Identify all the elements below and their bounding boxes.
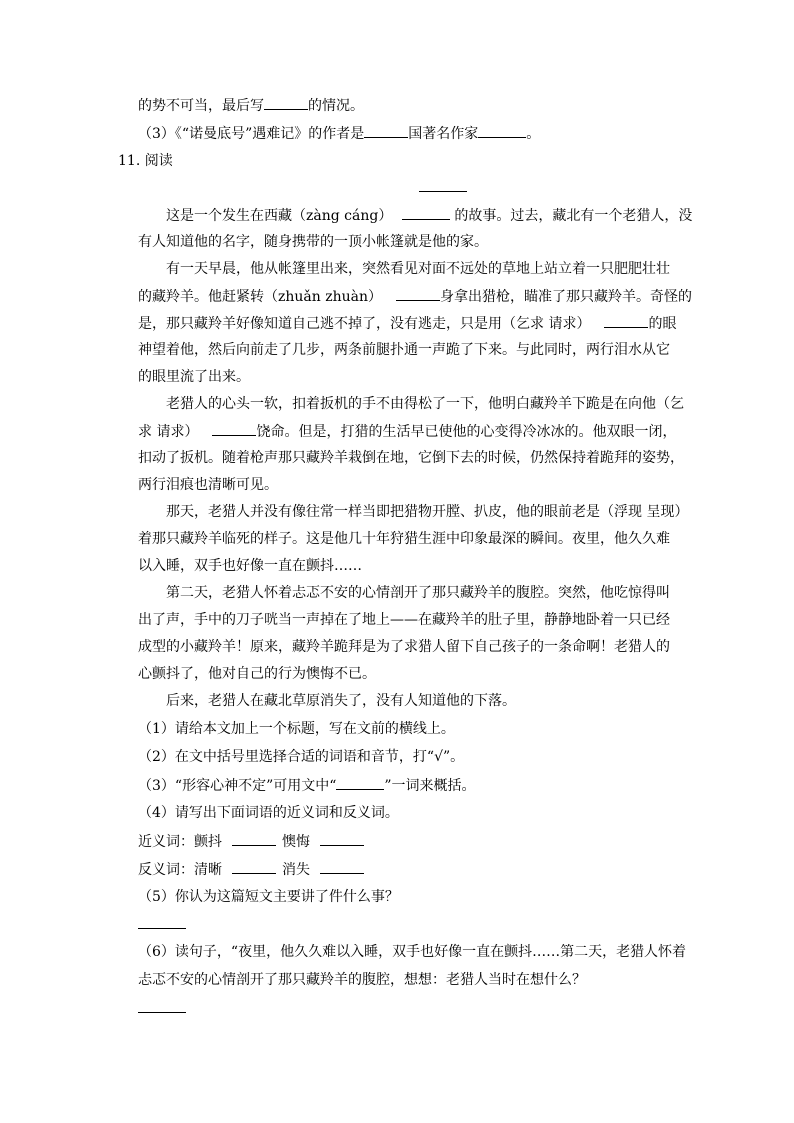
paragraph-5-line-3: 成型的小藏羚羊！原来，藏羚羊跪拜是为了求猎人留下自己孩子的一条命啊！老猎人的: [138, 639, 670, 655]
answer-blank[interactable]: [402, 205, 450, 220]
answer-line-5[interactable]: [138, 928, 186, 929]
paragraph-4-line-2: 着那只藏羚羊临死的样子。这是他几十年狩猎生涯中印象最深的瞬间。夜里，他久久难: [138, 531, 670, 547]
paragraph-2-line-1: 有一天早晨，他从帐篷里出来，突然看见对面不远处的草地上站立着一只肥肥壮壮: [166, 261, 670, 277]
subquestion-6-line-2: 忐忑不安的心情剖开了那只藏羚羊的腹腔，想想：老猎人当时在想什么？: [138, 972, 586, 988]
answer-line-6[interactable]: [138, 1012, 186, 1013]
answer-blank[interactable]: [364, 123, 408, 138]
answer-blank[interactable]: [336, 775, 384, 790]
paragraph-3-line-1: 老猎人的心头一软，扣着扳机的手不由得松了一下，他明白藏羚羊下跪是在向他（乞: [166, 396, 684, 412]
title-blank[interactable]: [419, 191, 467, 192]
answer-blank[interactable]: [212, 421, 256, 436]
paragraph-6-line-1: 后来，老猎人在藏北草原消失了，没有人知道他的下落。: [166, 693, 516, 709]
subquestion-4: （4）请写出下面词语的近义词和反义词。: [138, 805, 399, 821]
paragraph-3-line-3: 扣动了扳机。随着枪声那只藏羚羊栽倒在地，它倒下去的时候，仍然保持着跪拜的姿势，: [138, 450, 684, 466]
subquestion-5: （5）你认为这篇短文主要讲了件什么事？: [138, 889, 399, 905]
answer-blank[interactable]: [320, 859, 364, 874]
antonyms-line: 反义词：清晰 消失: [138, 859, 364, 879]
synonyms-line: 近义词：颤抖 懊悔: [138, 831, 364, 851]
paragraph-5-line-1: 第二天，老猎人怀着忐忑不安的心情剖开了那只藏羚羊的腹腔。突然，他吃惊得叫: [166, 585, 670, 601]
paragraph-1-line-1: 这是一个发生在西藏（zàng cáng） 的故事。过去，藏北有一个老猎人，没: [166, 205, 692, 225]
paragraph-2-line-4: 神望着他，然后向前走了几步，两条前腿扑通一声跪了下来。与此同时，两行泪水从它: [138, 342, 670, 358]
question-number: 11. 阅读: [118, 153, 173, 169]
paragraph-2-line-5: 的眼里流了出来。: [138, 369, 250, 385]
subquestion-6-line-1: （6）读句子，“夜里，他久久难以入睡，双手也好像一直在颤抖……第二天，老猎人怀着: [138, 944, 687, 960]
paragraph-4-line-1: 那天，老猎人并没有像往常一样当即把猎物开膛、扒皮，他的眼前老是（浮现 呈现）: [166, 504, 689, 520]
subquestion-2: （2）在文中括号里选择合适的词语和音节，打“√”。: [138, 749, 465, 765]
paragraph-2-line-3: 是，那只藏羚羊好像知道自己逃不掉了，没有逃走，只是用（乞求 请求） 的眼: [138, 313, 676, 333]
answer-blank[interactable]: [320, 831, 364, 846]
subquestion-3: （3）“形容心神不定”可用文中“ ”一词来概括。: [138, 775, 476, 795]
answer-blank[interactable]: [232, 859, 276, 874]
top-line-2: （3）《“诺曼底号”遇难记》的作者是 国著名作家 。: [138, 123, 540, 143]
paragraph-5-line-2: 出了声，手中的刀子咣当一声掉在了地上——在藏羚羊的肚子里，静静地卧着一只已经: [138, 612, 670, 628]
paragraph-2-line-2: 的藏羚羊。他赶紧转（zhuǎn zhuàn） 身拿出猎枪，瞄准了那只藏羚羊。奇怪的: [138, 286, 692, 306]
paragraph-5-line-4: 心颤抖了，他对自己的行为懊悔不已。: [138, 666, 376, 682]
paragraph-1-line-2: 有人知道他的名字，随身携带的一顶小帐篷就是他的家。: [138, 234, 488, 250]
top-line-1: 的势不可当，最后写 的情况。: [138, 95, 364, 115]
answer-blank[interactable]: [478, 123, 526, 138]
answer-blank[interactable]: [232, 831, 276, 846]
paragraph-3-line-4: 两行泪痕也清晰可见。: [138, 477, 278, 493]
paragraph-4-line-3: 以入睡，双手也好像一直在颤抖……: [138, 558, 362, 574]
answer-blank[interactable]: [396, 286, 440, 301]
answer-blank[interactable]: [264, 95, 308, 110]
answer-blank[interactable]: [604, 313, 648, 328]
subquestion-1: （1）请给本文加上一个标题，写在文前的横线上。: [138, 721, 455, 737]
paragraph-3-line-2: 求 请求） 饶命。但是，打猎的生活早已使他的心变得冷冰冰的。他双眼一闭，: [138, 421, 676, 441]
